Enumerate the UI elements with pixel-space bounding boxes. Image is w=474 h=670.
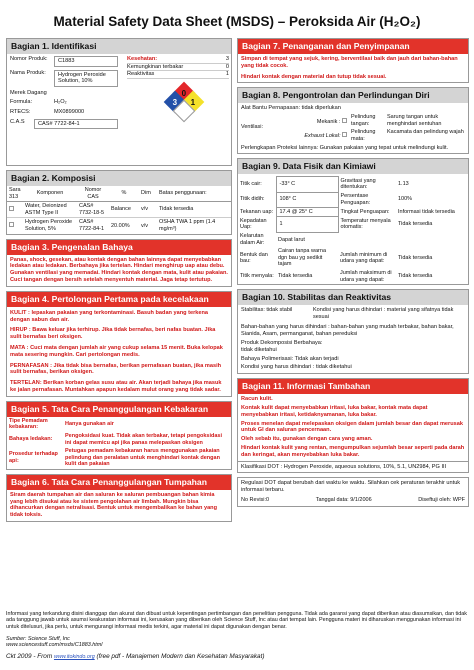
- table-row: [7, 218, 231, 234]
- cas-value: CAS# 7722-84-1: [34, 119, 118, 130]
- section-6-header: Bagian 6. Tata Cara Penanggulangan Tumpahan: [7, 475, 231, 490]
- rtecs-label: RTECS:: [10, 108, 31, 115]
- table-row: Titik didih: 108° C Persentase Penguapan: 100%: [240, 193, 413, 206]
- nama-produk-value: Hydrogen Peroxide Solution, 10%: [54, 70, 118, 87]
- credit-line: Ckt 2009 - From www.itokindo.org (free pdf - Manajemen Modern dan Kesehatan Masyarakat): [6, 653, 265, 660]
- rtecs-value: MX0899000: [54, 108, 85, 115]
- reaktivitas-label: Reaktivitas: [127, 71, 155, 78]
- col-pct: %: [121, 190, 127, 197]
- kondisi: Kondisi yang harus dihindari : material yang sifatnya tidak sesuai: [313, 307, 454, 320]
- reaktivitas-value: 1: [225, 71, 229, 78]
- info-p4: Oleh sebab itu, gunakan dengan cara yang aman.: [241, 436, 373, 443]
- regulasi-text: Regulasi DOT dapat berubah dari waktu ke waktu. Silahkan cek peraturan terakhir untuk informasi terbaru.: [241, 480, 461, 494]
- nfpa-health: 3: [164, 91, 187, 114]
- section-4-header: Bagian 4. Pertolongan Pertama pada kecelakaan: [7, 292, 231, 307]
- section-6: [6, 474, 232, 522]
- table-row: Titik cair: -33° C Gravitasi yang ditentukan: 1.13: [240, 177, 409, 191]
- cell-limit: OSHA TWA 1 ppm (1.4 mg/m³): [159, 219, 216, 232]
- kemungkinan-label: Kemungkinan terbakar: [127, 63, 184, 70]
- section-1: [6, 38, 232, 166]
- produk-dekomposisi: Produk Dekomposisi Berbahaya: tidak diketahui: [241, 339, 323, 353]
- col-komponen: Komponen: [36, 190, 64, 197]
- kemungkinan-value: 0: [225, 63, 229, 70]
- section-9-header: Bagian 9. Data Fisik dan Kimiawi: [238, 159, 468, 174]
- ventilasi-label: Ventilasi:: [241, 124, 264, 131]
- alat-bantu: Alat Bantu Pernapasan: tidak diperlukan: [241, 105, 341, 112]
- col-dim: Dim: [141, 190, 151, 197]
- cas-label: C.A.S: [10, 118, 25, 125]
- col-batas: Batas penggunaan:: [159, 190, 207, 197]
- section-3-header: Bagian 3. Pengenalan Bahaya: [7, 240, 231, 255]
- stabilitas: Stabilitas: tidak stabil: [241, 307, 293, 314]
- itokindo-link[interactable]: www.itokindo.org: [53, 654, 95, 660]
- page-title: Material Safety Data Sheet (MSDS) – Peroksida Air (H₂O₂): [53, 14, 421, 29]
- section-7-text-2: Hindari kontak dengan material dan tutup tidak sesuai.: [241, 73, 387, 80]
- section-5-header: Bagian 5. Tata Cara Penanggulangan Kebakaran: [7, 402, 231, 417]
- cell-cas: CAS# 7722-84-1: [79, 219, 105, 232]
- section-2: [6, 170, 232, 235]
- cell-dim: v/v: [141, 222, 149, 229]
- section-10: [237, 289, 469, 374]
- cell-limit: Tidak tersedia: [159, 206, 194, 213]
- section-11: [237, 378, 469, 473]
- section-1-header: Bagian 1. Identifikasi: [7, 39, 231, 54]
- table-row: Kelarutan dalam Air: Dapat larut: [240, 233, 305, 246]
- first-aid-item: MATA : Cuci mata dengan jumlah air yang cukup selama 15 menit. Buka kelopak mata sesering mungkin. Cari pertolongan medis.: [10, 344, 223, 358]
- info-p3: Proses menelan dapat melepaskan oksigen dalam jumlah besar dan dapat merusak untuk GI dan saluran pencernaan.: [241, 420, 463, 434]
- kondisi-2: Kondisi yang harus dihindari : tidak diketahui: [241, 364, 352, 371]
- table-row: Titik menyala: Tidak tersedia Jumlah maksimum di udara yang dapat: Tidak tersedia: [240, 269, 433, 283]
- table-row: Bentuk dan bau: Cairan tanpa warna dgn bau yg sedikit tajam Jumlah minimum di udara yang dapat: Tidak tersedia: [240, 248, 433, 268]
- col-cas: Nomor CAS: [84, 187, 102, 200]
- formula-value: H₂O₂: [54, 99, 67, 106]
- table-row: Tekanan uap: 17.4 @ 25° C Tingkat Penguapan: Informasi tidak tersedia: [238, 207, 468, 217]
- regulation-box: [237, 477, 469, 506]
- nfpa-fire: 0: [173, 82, 196, 105]
- tanggal: Tanggal data: 9/1/2006: [315, 496, 372, 503]
- merek-dagang-label: Merek Dagang: [10, 89, 47, 96]
- klasifikasi-dot: Klasifikasi DOT : Hydrogen Peroxide, aqueous solutions, 10%, 5.1, UN2984, PG III: [238, 461, 468, 473]
- first-aid-item: TERTELAN: Berikan korban gelas susu atau air. Akan terjadi bahaya jika masuk ke jalan pernafasan. Muntahkan apapun kedalam mulut orang yang tidak sadar.: [10, 380, 222, 393]
- mekanik-label: Mekanik :: [316, 119, 341, 126]
- pel-mata-value: Kacamata dan pelindung wajah: [387, 129, 464, 136]
- perlengkapan-lainnya: Perlengkapan Proteksi lainnya: Gunakan pakaian yang tepat untuk melindungi kulit.: [241, 144, 449, 151]
- disclaimer: Informasi yang terkandung disini dianggap dan akurat dan dibuat untuk kepentingan pertimbangan dan penelitian pengguna. Tidak ada garansi yang dapat diberikan atau diasumsikan, dan tidak ada tanggung jawab untuk asumsi keakuratan informasi ini, kerusakan yang diberikan oleh Science Stuff, Inc atau dari tempat lain. Pengguna materi ini diharuskan menggunakan informasi ini untuk ditelusuri, jika perlu, untuk mengurangi informasi medis terkini, agar material ini dapat digunakan dengan benar.: [6, 611, 467, 630]
- cell-comp: Hydrogen Peroxide Solution, 5%: [25, 219, 73, 232]
- section-7-header: Bagian 7. Penanganan dan Penyimpanan: [238, 39, 468, 54]
- nomor-produk-label: Nomor Produk:: [10, 56, 48, 62]
- first-aid-item: KULIT : lepaskan pakaian yang terkontaminasi. Basuh badan yang terkena dengan sabun dan air.: [10, 309, 209, 323]
- info-p2: Kontak kulit dapat menyebabkan iritasi, luka bakar, kontak mata dapat menyebabkan iritasi, ketidaknyamanan, luka bakar.: [241, 404, 428, 418]
- kesehatan-value: 3: [225, 56, 229, 62]
- nomor-produk-value: C1883: [54, 56, 118, 67]
- source-line: Sumber: Science Stuff, Inc www.sciencestuff.com/msds/C1883.html: [6, 636, 103, 649]
- cell-dim: v/v: [141, 206, 149, 213]
- section-7: [237, 38, 469, 83]
- formula-label: Formula:: [10, 99, 33, 106]
- section-8: [237, 87, 469, 154]
- diatur: Diseftuji oleh: WPF: [418, 496, 465, 503]
- table-row: Kepadatan Uap: 1 Temperatur menyala otomatis: Tidak tersedia: [240, 217, 433, 231]
- section-6-text: Siram daerah tumpahan air dan saluran ke saluran pembuangan bahan kimia yang lebih disukai atau ke sistem pengolahan air limbah. Mungkin bisa dihancurkan dengan netralisasi. Bentuk untuk mengembalikan ke bahan yang tidak toksis.: [10, 491, 218, 519]
- pel-tangan-label: Pelindung tangan:: [351, 114, 376, 127]
- sara-checkbox[interactable]: [9, 206, 14, 211]
- section-5: [6, 401, 232, 470]
- revisi: No Revisi:0: [241, 496, 270, 503]
- section-7-text-1: Simpan di tempat yang sejuk, kering, berventilasi baik dan jauh dari bahan-bahan yang tidak cocok.: [241, 56, 458, 69]
- section-10-header: Bagian 10. Stabilitas dan Reaktivitas: [238, 290, 468, 305]
- nfpa-diamond: [167, 85, 201, 119]
- pel-tangan-value: Sarung tangan untuk menghindari sentuhan: [387, 114, 442, 127]
- cell-pct: 20.00%: [111, 222, 130, 229]
- composition-table: [7, 186, 231, 234]
- section-3: [6, 239, 232, 287]
- cell-comp: Water, Deionized ASTM Type II: [25, 203, 67, 216]
- physical-data-table: [238, 176, 468, 284]
- table-row: Tipe Pemadam kebakaran: Hanya gunakan air: [9, 417, 114, 431]
- table-row: [7, 202, 231, 218]
- section-4: [6, 291, 232, 397]
- section-11-header: Bagian 11. Informasi Tambahan: [238, 379, 468, 394]
- section-8-header: Bagian 8. Pengontrolan dan Perlindungan Diri: [238, 88, 468, 103]
- exhaust-label: Exhaust Lokal:: [304, 132, 341, 139]
- nama-produk-label: Nama Produk:: [10, 69, 46, 76]
- table-row: Prosedur terhadap api: Petugas pemadam kebakaran harus menggunakan pakaian pelindung dan peralatan untuk menghindari kontak dengan kulit dan pakaian: [9, 448, 220, 468]
- first-aid-item: PERNAFASAN : Jika tidak bisa bernafas, berikan pernafasan buatan, jika masih sulit bernafas, berikan oksigen.: [10, 362, 222, 376]
- info-p1: Racun kulit.: [241, 396, 273, 403]
- nfpa-reactivity: 1: [182, 91, 205, 114]
- cell-cas: CAS# 7732-18-5: [79, 203, 105, 216]
- info-p5: Hindari kontak kulit yang rentan, mengumpulkan sejumlah besar seperti pada darah dan keringat, akan menyebabkan luka bakar.: [241, 444, 465, 458]
- section-3-text: Panas, shock, gesekan, atau kontak dengan bahan lainnya dapat menyebabkan ledakan atau ledakan. Berbahaya jika tertelan. Hindari menghirup uap atau debu. Gunakan ventilasi yang memadai. Hindari kontak dengan mata, kulit atau pakaian. Cuci tangan dengan bersih setelah menyentuh material. Jaga tetap tertutup.: [10, 256, 228, 283]
- section-2-header: Bagian 2. Komposisi: [7, 171, 231, 186]
- bahan-dihindari: Bahan-bahan yang harus dihindari : bahan-bahan yang mudah terbakar, bahan bakar, Sianida, Asam, permanganat, bahan pereduksi: [241, 324, 454, 338]
- polimerisasi: Bahaya Polimerisasi: Tidak akan terjadi: [241, 355, 339, 362]
- pel-mata-label: Pelindung mata:: [351, 129, 376, 142]
- section-9: [237, 158, 469, 285]
- fire-table: [7, 417, 231, 469]
- kesehatan-label: Kesehatan:: [127, 56, 158, 62]
- sara-checkbox[interactable]: [9, 222, 14, 227]
- composition-header-row: [7, 186, 231, 202]
- col-sara: Sara 313: [9, 187, 21, 200]
- cell-pct: Balance: [111, 206, 131, 213]
- left-column: [6, 38, 232, 526]
- table-row: Bahaya ledakan: Pengoksidasi kuat. Tidak akan terbakar, tetapi pengoksidasi ini dapat memicu api jika panas melepaskan oksigen: [9, 432, 223, 446]
- first-aid-item: HIRUP : Bawa keluar jika terhirup. Jika tidak bernafas, beri nafas buatan. Jika sulit bernafas beri oksigen.: [10, 327, 216, 341]
- right-column: [237, 38, 469, 511]
